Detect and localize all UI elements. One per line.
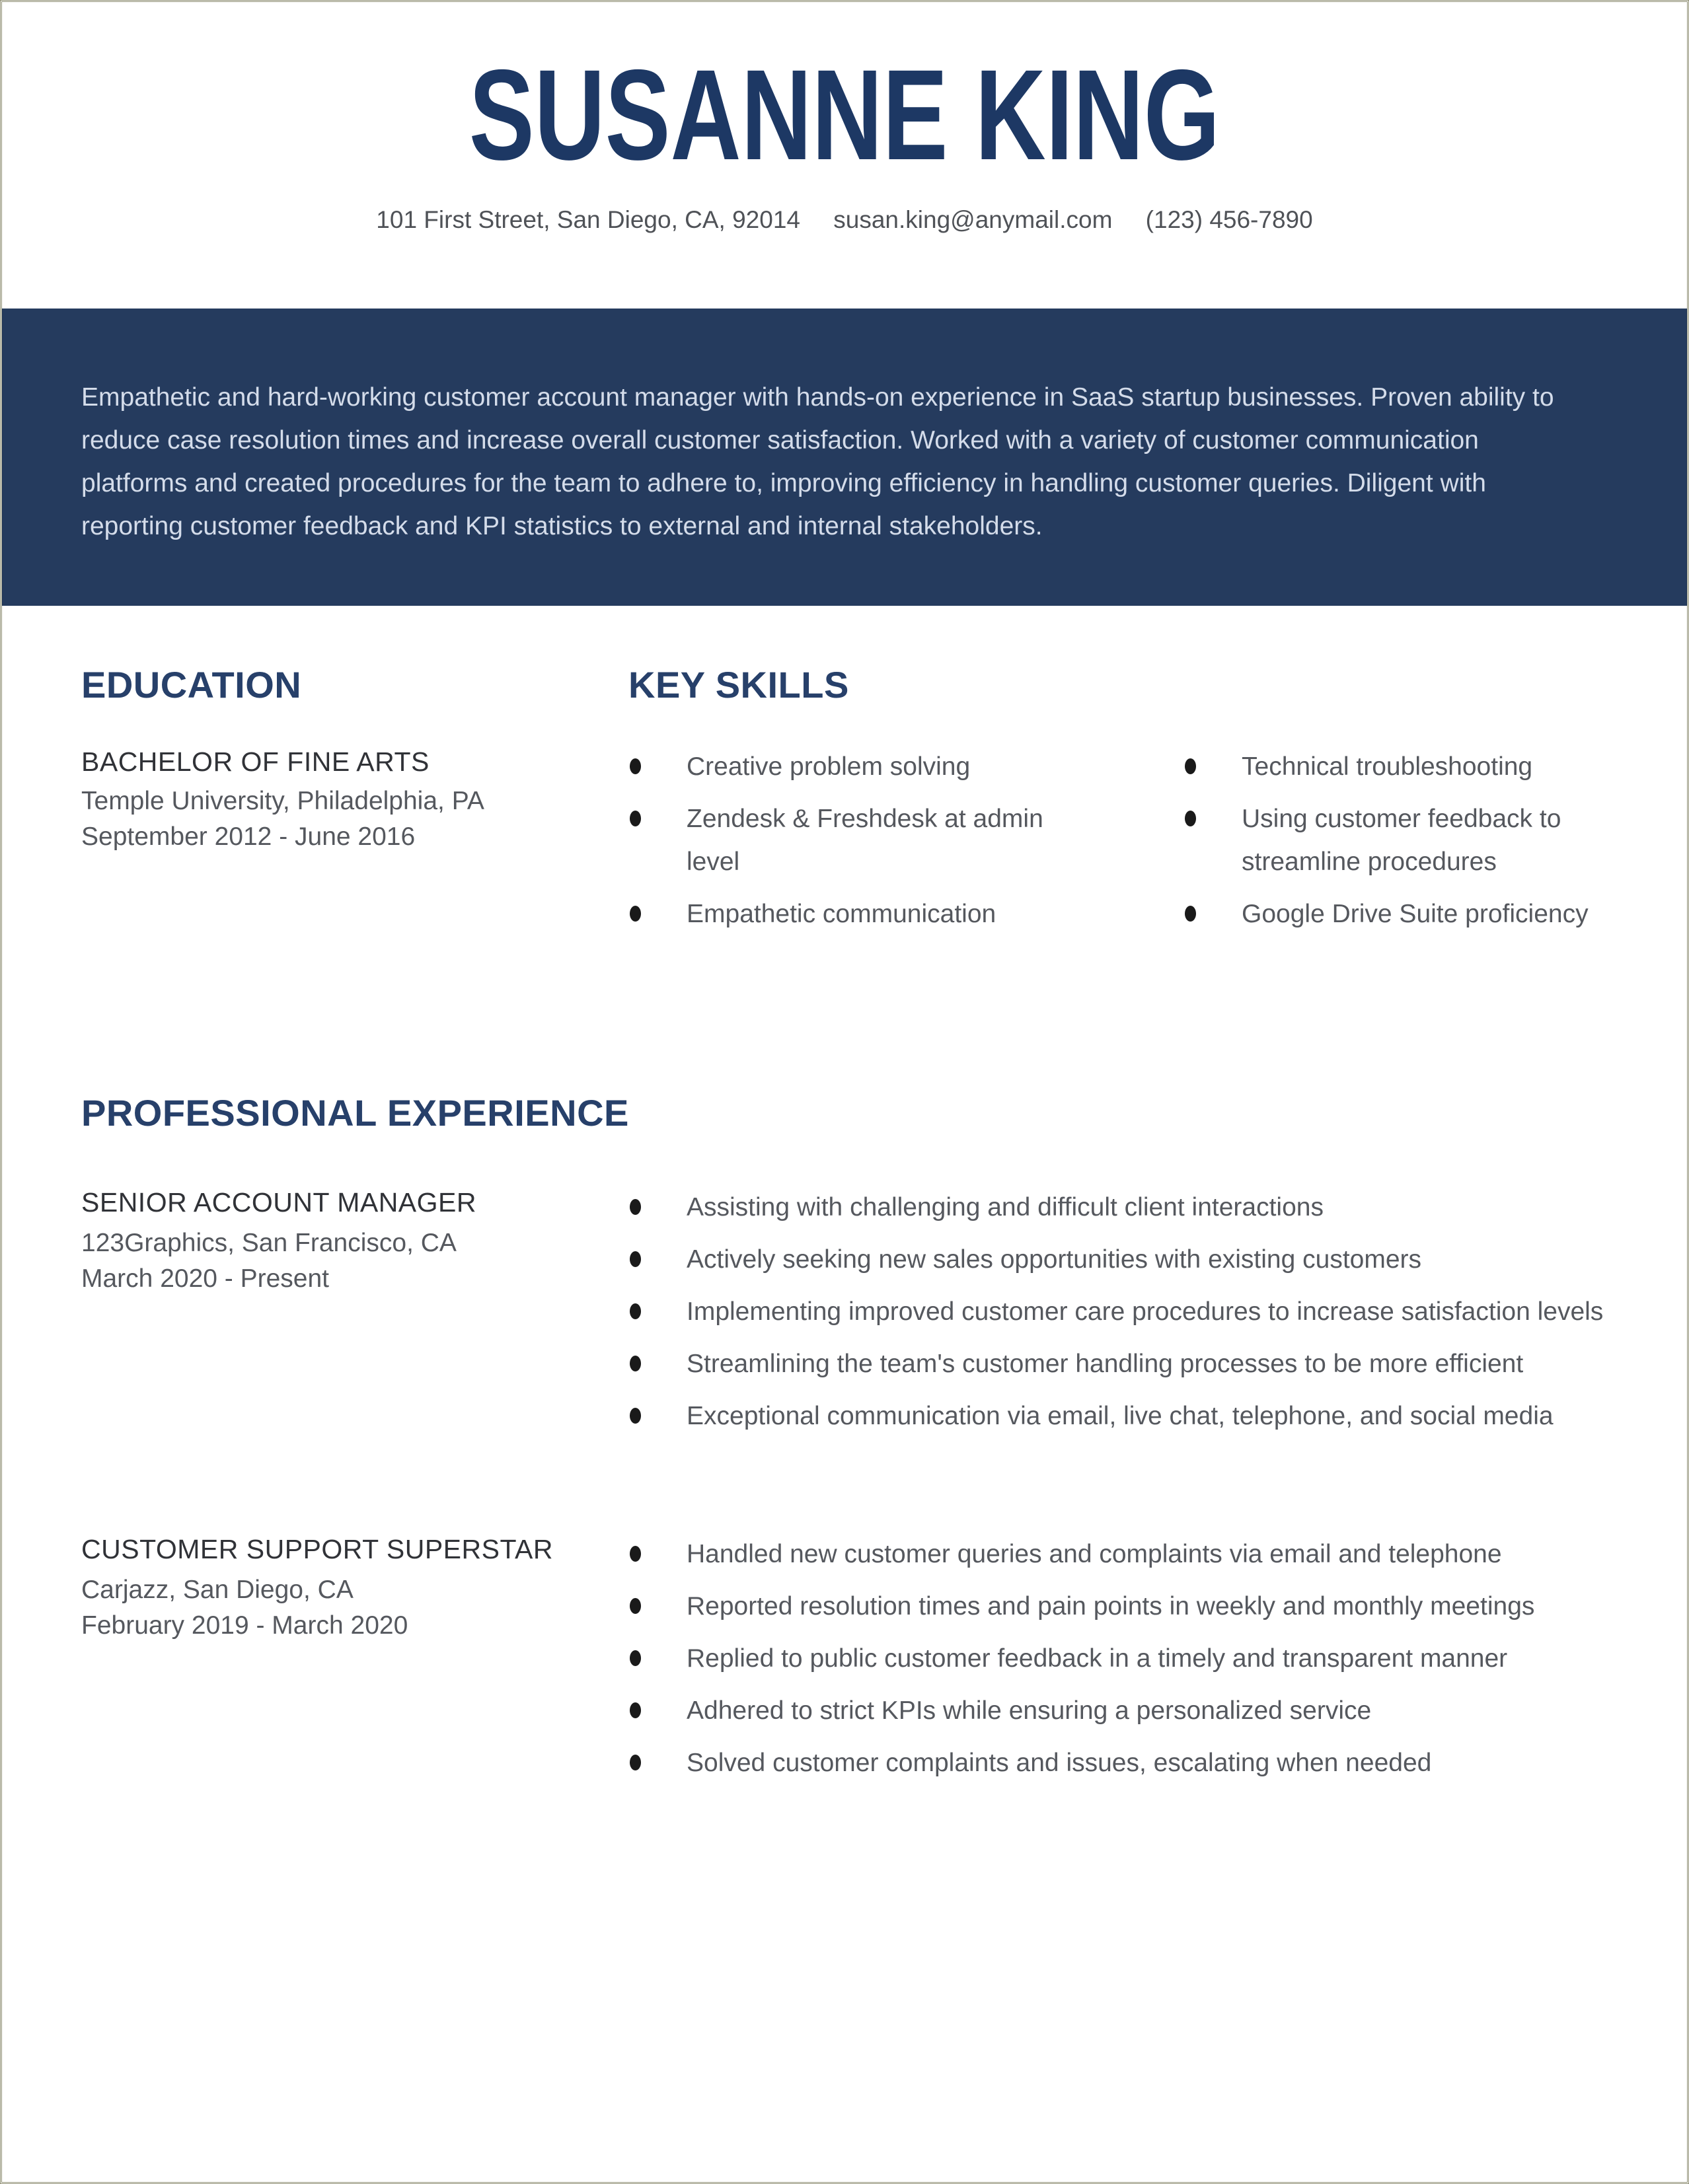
bullet-icon	[630, 1702, 641, 1718]
experience-bullet	[628, 1342, 1608, 1385]
education-degree: BACHELOR OF FINE ARTS	[81, 746, 430, 777]
skill-item	[1183, 797, 1620, 883]
skill-label: Creative problem solving	[687, 752, 971, 781]
experience-bullet	[628, 1637, 1608, 1680]
skill-item	[628, 797, 1070, 883]
job-entry	[81, 1533, 1608, 1794]
experience-bullet	[628, 1238, 1608, 1281]
bullet-icon	[630, 906, 641, 922]
bullet-icon	[630, 1408, 641, 1424]
experience-bullet-text: Streamlining the team's customer handling processes to be more efficient	[687, 1350, 1524, 1378]
experience-bullet-text: Handled new customer queries and complaints via email and telephone	[687, 1540, 1502, 1568]
education-heading: EDUCATION	[81, 664, 302, 706]
summary-band	[2, 309, 1687, 606]
job-dates: February 2019 - March 2020	[81, 1611, 408, 1640]
skill-label: Technical troubleshooting	[1242, 752, 1533, 781]
experience-bullet	[628, 1186, 1608, 1229]
job-company: Carjazz, San Diego, CA	[81, 1576, 354, 1604]
job-bullet-list	[628, 1186, 1608, 1447]
skill-item	[628, 745, 1070, 788]
skill-label: Empathetic communication	[687, 900, 996, 928]
education-skills-row	[81, 662, 1608, 945]
bullet-icon	[630, 1755, 641, 1770]
candidate-name: SUSANNE KING	[469, 43, 1220, 187]
bullet-icon	[1185, 758, 1196, 774]
skill-label: Google Drive Suite proficiency	[1242, 900, 1589, 928]
job-title: SENIOR ACCOUNT MANAGER	[81, 1187, 476, 1218]
resume-header	[2, 2, 1687, 235]
bullet-icon	[1185, 906, 1196, 922]
bullet-icon	[630, 1251, 641, 1267]
job-bullet-list	[628, 1533, 1608, 1794]
contact-email: susan.king@anymail.com	[833, 206, 1113, 233]
experience-bullet	[628, 1741, 1608, 1784]
experience-bullet	[628, 1395, 1608, 1438]
experience-bullet-text: Exceptional communication via email, live chat, telephone, and social media	[687, 1402, 1554, 1430]
bullet-icon	[630, 1303, 641, 1319]
bullet-icon	[630, 758, 641, 774]
experience-bullet-text: Implementing improved customer care procedures to increase satisfaction levels	[687, 1297, 1604, 1326]
experience-bullet-text: Solved customer complaints and issues, escalating when needed	[687, 1749, 1432, 1777]
experience-bullet	[628, 1533, 1608, 1576]
experience-bullet-text: Replied to public customer feedback in a timely and transparent manner	[687, 1644, 1508, 1673]
bullet-icon	[630, 1598, 641, 1614]
bullet-icon	[630, 1199, 641, 1215]
key-skills-section	[628, 662, 1620, 945]
experience-bullet	[628, 1290, 1608, 1333]
contact-address: 101 First Street, San Diego, CA, 92014	[376, 206, 800, 233]
bullet-icon	[630, 1546, 641, 1562]
resume-body	[2, 662, 1687, 1794]
summary-text: Empathetic and hard-working customer account manager with hands-on experience in SaaS startup businesses. Proven ability to reduce case resolution times and increase overall customer satisfaction. Worked with a variety of customer communication platforms and created procedures for the team to adhere to, improving efficiency in handling customer queries. Diligent with reporting customer feedback and KPI statistics to external and internal stakeholders.	[81, 383, 1554, 540]
experience-bullet-text: Adhered to strict KPIs while ensuring a personalized service	[687, 1696, 1372, 1725]
job-company: 123Graphics, San Francisco, CA	[81, 1229, 457, 1257]
contact-phone: (123) 456-7890	[1145, 206, 1313, 233]
skill-item	[1183, 745, 1620, 788]
bullet-icon	[630, 1650, 641, 1666]
key-skills-column-1	[628, 745, 1070, 945]
experience-bullet	[628, 1689, 1608, 1732]
skill-label: Using customer feedback to streamline procedures	[1242, 805, 1561, 876]
experience-heading: PROFESSIONAL EXPERIENCE	[81, 1092, 629, 1134]
skill-item	[1183, 892, 1620, 935]
experience-section	[81, 1090, 1608, 1794]
contact-line	[2, 205, 1687, 235]
key-skills-grid	[628, 745, 1620, 945]
experience-bullet	[628, 1585, 1608, 1628]
experience-bullet-text: Actively seeking new sales opportunities with existing customers	[687, 1245, 1422, 1274]
bullet-icon	[630, 811, 641, 826]
education-dates: September 2012 - June 2016	[81, 822, 416, 851]
job-entry	[81, 1186, 1608, 1447]
bullet-icon	[1185, 811, 1196, 826]
key-skills-column-2	[1183, 745, 1620, 945]
job-dates: March 2020 - Present	[81, 1264, 330, 1293]
education-section	[81, 662, 628, 945]
skill-label: Zendesk & Freshdesk at admin level	[687, 805, 1043, 876]
job-info	[81, 1533, 628, 1794]
experience-bullet-text: Reported resolution times and pain points in weekly and monthly meetings	[687, 1592, 1535, 1620]
key-skills-heading: KEY SKILLS	[628, 664, 849, 706]
job-title: CUSTOMER SUPPORT SUPERSTAR	[81, 1534, 553, 1564]
job-info	[81, 1186, 628, 1447]
education-school: Temple University, Philadelphia, PA	[81, 787, 484, 815]
experience-bullet-text: Assisting with challenging and difficult client interactions	[687, 1193, 1324, 1221]
bullet-icon	[630, 1356, 641, 1371]
skill-item	[628, 892, 1070, 935]
